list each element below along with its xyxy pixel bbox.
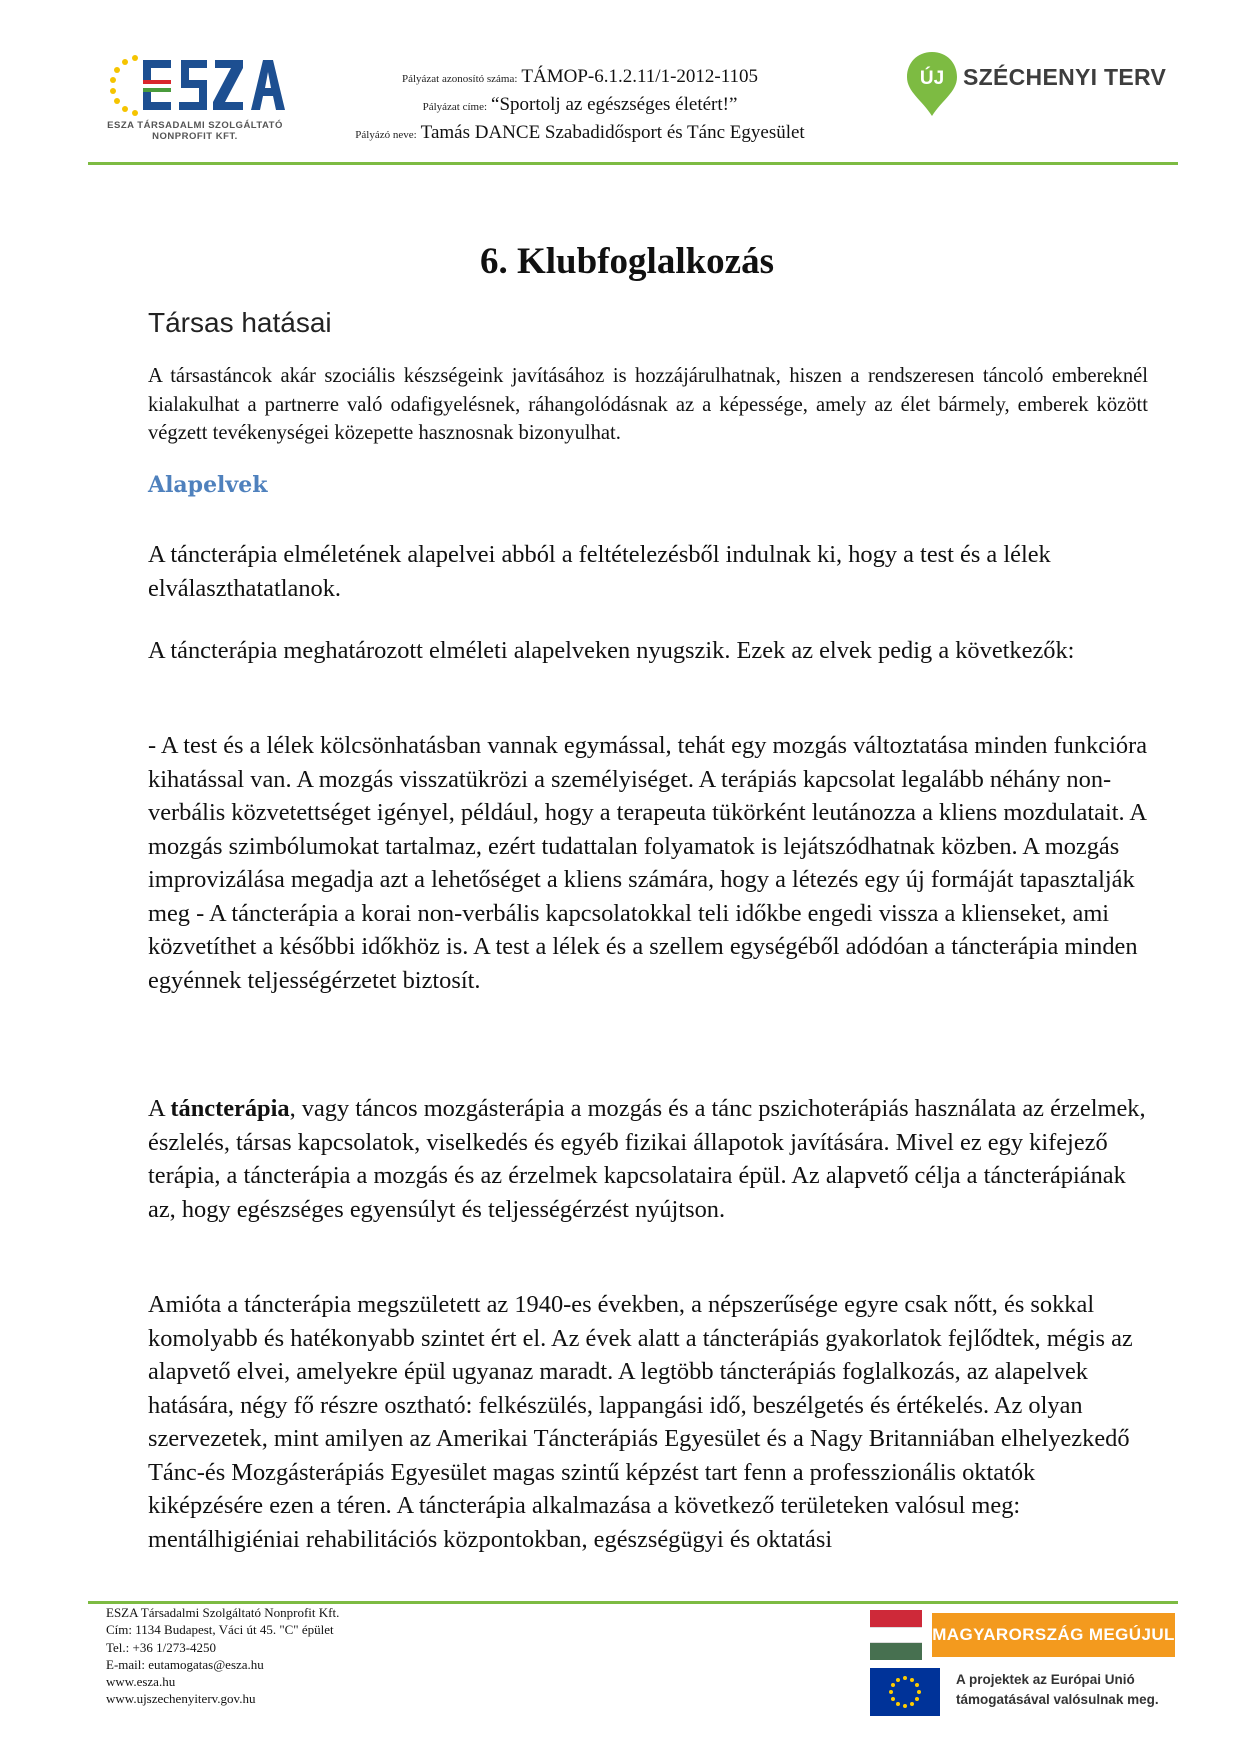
application-title: “Sportolj az egészséges életért!” [491,94,738,115]
eu-support-line2: támogatásával valósulnak meg. [956,1692,1159,1707]
footer-phone: Tel.: +36 1/273-4250 [106,1639,217,1655]
eu-support-text [956,1670,1159,1710]
paragraph-4-rest: , vagy táncos mozgásterápia a mozgás és a tánc pszichoterápiás használata az érzelmek, észlelés, társas kapcsolatok, viselkedés és egyéb fizikai állapotok javítására. Mivel ez egy kifejező terápia, a táncterápia a mozgás és az érzelmek kapcsolataira épül. Az alapvető célja a táncterápiának az, hogy egészséges egyensúlyt és teljességérzést nyújtson. [148,1095,1146,1223]
page-title: 6. Klubfoglalkozás [480,241,774,282]
esza-org-line1: ESZA TÁRSADALMI SZOLGÁLTATÓ [107,120,283,131]
eu-support-badge [870,1668,1190,1716]
paragraph-1: A táncterápia elméletének alapelvei abból a feltételezésből indulnak ki, hogy a test és a lélek elválaszthatatlanok. [148,541,1051,602]
application-id-label: Pályázat azonosító száma: [401,73,518,85]
esza-org-line2: NONPROFIT KFT. [152,131,238,142]
footer-email: E-mail: eutamogatas@esza.hu [106,1656,264,1672]
esza-logo-graphic [105,52,285,118]
hungarian-flag-icon [870,1610,922,1660]
application-title-row [300,92,860,120]
paragraph-4 [148,1092,1148,1226]
paragraph-5: Amióta a táncterápia megszületett az 1940-es években, a népszerűsége egyre csak nőtt, és sokkal komolyabb és hatékonyabb szintet ért el. Az évek alatt a táncterápiás gyakorlatok fejlődtek, mégis az alapvető elvei, amelyekre épül ugyanaz maradt. A legtöbb táncterápiás foglalkozás, az alapelvek hatására, négy fő részre osztható: felkészülés, lappangási idő, beszélgetés és értékelés. Az olyan szervezetek, mint amilyen az Amerikai Táncterápiás Egyesület és a Nagy Britanniában elhelyezkedő Tánc-és Mozgásterápiás Egyesület magas szintű képzést tart fenn a professzionális oktatók kiképzésére ezen a téren. A táncterápia alkalmazása a következő területeken valósul meg: mentálhigiéniai rehabilitációs központokban, egészségügyi és oktatási [148,1291,1133,1553]
footer-address: Cím: 1134 Budapest, Váci út 45. "C" épület [106,1622,334,1638]
eu-support-line1: A projektek az Európai Unió [956,1672,1135,1687]
eu-flag-icon [870,1668,940,1716]
paragraph-3: - A test és a lélek kölcsönhatásban vannak egymással, tehát egy mozgás változtatása minden funkcióra kihatással van. A mozgás visszatükrözi a személyiséget. A terápiás kapcsolat legalább néhány non-verbális közvetettséget igényel, például, hogy a terapeuta tükörként leutánozza a kliens mozdulatait. A mozgás szimbólumokat tartalmaz, ezért tudattalan folyamatok is lejátszódhatnak közben. A mozgás improvizálása megadja azt a lehetőséget a kliens számára, hogy a létezés egy új formáját tapasztalják meg - A táncterápia a korai non-verbális kapcsolatokkal teli időkbe engedi vissza a klienseket, ami közvetíthet a későbbi időkhöz is. A test a lélek és a szellem egységéből adódóan a táncterápia minden egyénnek teljességérzetet biztosít. [148,732,1148,994]
szechenyi-terv-text: SZÉCHENYI TERV [963,64,1167,90]
section-heading: Alapelvek [148,472,268,498]
intro-paragraph: A társastáncok akár szociális készségeink javításához is hozzájárulhatnak, hiszen a rendszeresen táncoló embereknél kialakulhat a partnerre való odafigyelésnek, ráhangolódásnak az a képessége, amely az élet bármely, emberek között végzett tevékenységei közepette hasznosnak bizonyulhat. [148,365,1148,444]
application-id: TÁMOP-6.1.2.11/1-2012-1105 [521,66,759,87]
header-divider [88,162,1178,165]
paragraph-2: A táncterápia meghatározott elméleti alapelveken nyugszik. Ezek az elvek pedig a következők: [148,637,1075,664]
page-header [0,0,1241,170]
applicant-row [300,120,860,148]
applicant-label: Pályázó neve: [355,129,417,141]
location-pin-icon [905,50,959,118]
eu-stars-icon [110,55,138,116]
footer-contact [106,1604,339,1708]
svg-text:ESZA: ESZA [105,52,108,53]
esza-logo [105,52,285,148]
szechenyi-terv-logo [905,50,1175,130]
footer-org: ESZA Társadalmi Szolgáltató Nonprofit Kft. [106,1605,340,1620]
svg-text:ÚJ: ÚJ [919,68,945,89]
magyarorszag-megujul-badge [870,1610,1175,1660]
application-title-label: Pályázat címe: [422,101,488,113]
section-subtitle: Társas hatásai [148,307,332,338]
paragraph-4-prefix: A [148,1095,171,1122]
applicant-name: Tamás DANCE Szabadidősport és Tánc Egyesület [420,122,805,143]
footer-web-esza: www.esza.hu [106,1674,176,1690]
footer-web-szechenyi: www.ujszechenyiterv.gov.hu [106,1691,256,1707]
magyarorszag-megujul-label: MAGYARORSZÁG MEGÚJUL [932,1613,1175,1657]
paragraph-4-bold-term: táncterápia [170,1095,290,1122]
application-id-row [300,64,860,92]
application-info [300,64,860,148]
esza-org-name [105,120,285,142]
